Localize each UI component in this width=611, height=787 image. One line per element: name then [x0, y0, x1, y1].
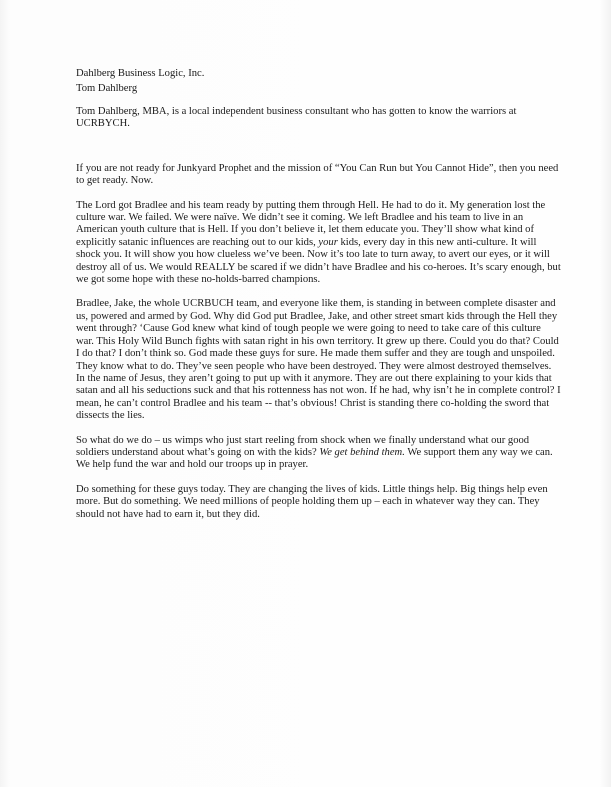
paragraph-2-text-end: kids, every day in this new anti-culture. It will shock you. It will show you how clueless we’ve been. Now it’s too late to turn away, to avert our eyes, or it will destroy all of us. We would REALLY be scared if we didn’t have Bradlee and his co-heroes. It’s scary enough, but we got some hope with these no-holds-barred champions.: [76, 236, 561, 286]
paragraph-5: Do something for these guys today. They are changing the lives of kids. Little things help. Big things help even more. But do something. We need millions of people holding them up – each in whatever way they can. They should not have had to earn it, but they did.: [76, 483, 548, 520]
paragraph-4-text: So what do we do – us wimps who just start reeling from shock when we finally understand what our good soldiers understand about what’s going on with the kids?: [76, 434, 530, 458]
paragraph-4-emphasis: We get behind them.: [319, 446, 405, 458]
letter-body: [76, 66, 561, 521]
paragraph-2-emphasis: your: [318, 236, 338, 248]
paragraph-4: [76, 435, 561, 472]
paragraph-2: [76, 200, 561, 287]
intro-paragraph: Tom Dahlberg, MBA, is a local independent business consultant who has gotten to know the warriors at UCRBYCH.: [76, 106, 517, 130]
letterhead: [76, 66, 561, 96]
paragraph-4-text-end: We support them any way we can. We help fund the war and hold our troops up in prayer.: [76, 446, 553, 471]
company-name: Dahlberg Business Logic, Inc.: [76, 68, 205, 79]
paragraph-3: Bradlee, Jake, the whole UCRBUCH team, and everyone like them, is standing in between complete disaster and us, powered and armed by God. Why did God put Bradlee, Jake, and other street smart kids through the Hell they went through? ‘Cause God knew what kind of tough people we were going to need to take care of this culture war. This Holy Wild Bunch fights with satan right in his own territory. It grew up there. Could you do that? Could I do that? I don’t think so. God made these guys for sure. He made them suffer and they are tough and unspoiled. They know what to do. They’ve seen people who have been destroyed. They were almost destroyed themselves. In the name of Jesus, they aren’t going to put up with it anymore. They are out there explaining to your kids that satan and all his seductions suck and that his rottenness has not won. If he had, why isn’t he in complete control? I mean, he can’t control Bradlee and his team -- that’s obvious! Christ is standing there co-holding the sword that dissects the lies.: [76, 298, 561, 422]
paragraph-1: If you are not ready for Junkyard Prophet and the mission of “You Can Run but You Cannot Hide”, then you need to get ready. Now.: [76, 162, 559, 187]
paragraph-2-text: The Lord got Bradlee and his team ready by putting them through Hell. He had to do it. My generation lost the culture war. We failed. We were naïve. We didn’t see it coming. We left Bradlee and his team to live in an American youth culture that is Hell. If you don’t believe it, let them educate you. They’ll show what kind of explicitly satanic influences are reaching out to our kids,: [76, 199, 546, 248]
author-name: Tom Dahlberg: [76, 83, 138, 94]
